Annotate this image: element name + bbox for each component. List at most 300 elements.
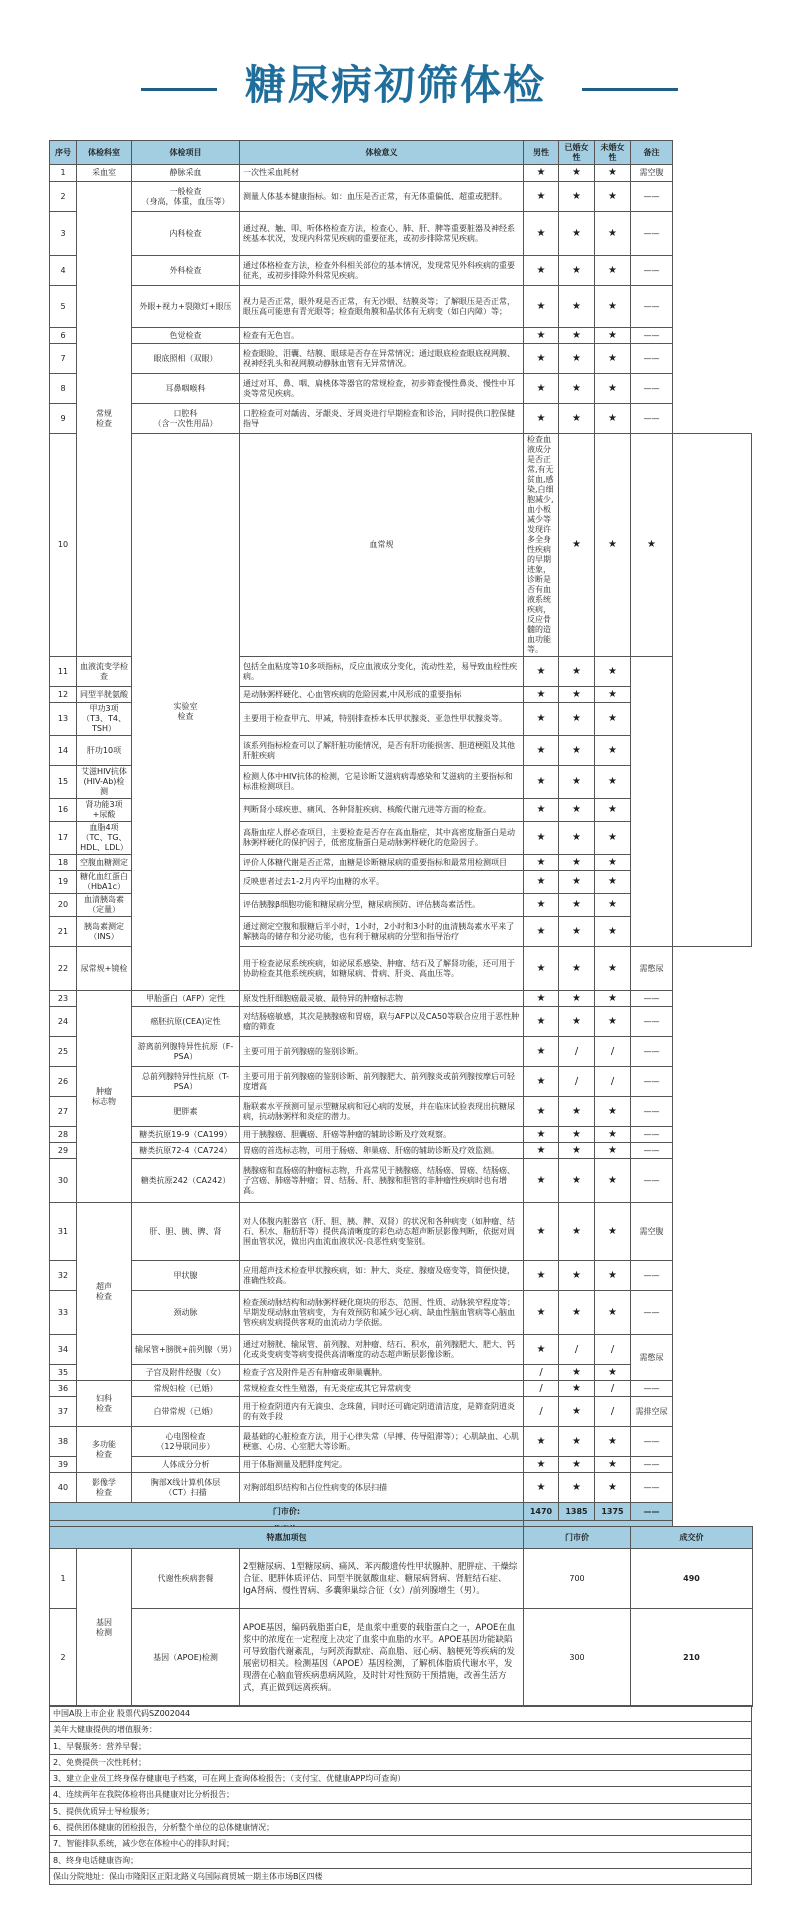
item-meaning: 用于检查泌尿系统疾病，如泌尿系感染、肿瘤、结石及了解肾功能，还可用于协助检查其他系统疾病，如糖尿病、骨病、肝炎、高血压等。: [240, 947, 524, 991]
item-meaning: 检查眼睑、泪囊、结膜、眼球是否存在异常情况；通过眼底检查眼底视网膜、视神经乳头和视网膜动静脉血管有无异常情况。: [240, 344, 524, 374]
item-name: 口腔科 （含一次性用品）: [132, 404, 240, 434]
note-cell: ——: [631, 1007, 673, 1037]
table-row: [50, 344, 752, 374]
single-female-mark: /: [595, 1381, 631, 1397]
list-price-male: 1470: [524, 1503, 559, 1521]
table-row: [50, 1097, 752, 1127]
item-meaning: 常规检查女性生殖器，有无炎症或其它异常病变: [240, 1381, 524, 1397]
item-meaning: 该系列指标检查可以了解肝脏功能情况，是否有肝功能损害、胆道梗阻及其他肝脏疾病: [240, 736, 524, 766]
item-meaning: 对结肠癌敏感，其次是胰腺癌和胃癌，联与AFP以及CA50等联合应用于恶性肿瘤的筛查: [240, 1007, 524, 1037]
department-cell: 常规 检查: [77, 182, 132, 657]
row-no: 32: [50, 1261, 77, 1291]
male-mark: ★: [524, 799, 559, 822]
single-female-mark: ★: [595, 991, 631, 1007]
male-mark: ★: [524, 1457, 559, 1473]
row-no: 14: [50, 736, 77, 766]
title-bar: [0, 0, 800, 118]
male-mark: ★: [524, 1261, 559, 1291]
col-header-item: 体检项目: [132, 141, 240, 165]
row-no: 24: [50, 1007, 77, 1037]
table-row: [50, 1381, 752, 1397]
married-female-mark: ★: [559, 1397, 595, 1427]
item-name: 糖化血红蛋白（HbA1c）: [77, 871, 132, 894]
item-name: 艾滋HIV抗体(HIV-Ab)检测: [77, 766, 132, 799]
married-female-mark: ★: [559, 736, 595, 766]
list-price-single: 1375: [595, 1503, 631, 1521]
table-row: [50, 165, 752, 182]
service-footer: [49, 1705, 752, 1885]
row-no: 5: [50, 286, 77, 328]
single-female-mark: ★: [595, 1143, 631, 1159]
item-name: 内科检查: [132, 212, 240, 256]
male-mark: ★: [524, 1473, 559, 1503]
footer-line: 5、提供优质异士导检服务；: [50, 1803, 751, 1819]
item-name: 肾功能3项+尿酸: [77, 799, 132, 822]
list-price-row: [50, 1503, 752, 1521]
note-cell: ——: [631, 1097, 673, 1127]
footer-line: 7、智能排队系统，减少您在体检中心的排队时间；: [50, 1835, 751, 1851]
item-meaning: 用于体脂测量及肥胖度判定。: [240, 1457, 524, 1473]
item-name: 糖类抗原72-4（CA724）: [132, 1143, 240, 1159]
footer-line: 美年大健康提供的增值服务：: [50, 1721, 751, 1737]
item-meaning: 最基础的心脏检查方法，用于心律失常（早搏、传导阻滞等）；心肌缺血、心肌梗塞、心房、心室肥大等诊断。: [240, 1427, 524, 1457]
note-cell: ——: [631, 1127, 673, 1143]
single-female-mark: ★: [595, 1127, 631, 1143]
single-female-mark: ★: [595, 1007, 631, 1037]
table-row: [50, 1203, 752, 1261]
item-meaning: 测量人体基本健康指标。如：血压是否正常，有无体重偏低、超重或肥胖。: [240, 182, 524, 212]
note-cell: ——: [631, 328, 673, 344]
table-row: [50, 1261, 752, 1291]
item-meaning: 检测人体中HIV抗体的检测，它是诊断艾滋病病毒感染和艾滋病的主要指标和标准检测项目。: [240, 766, 524, 799]
row-no: 33: [50, 1291, 77, 1335]
married-female-mark: ★: [559, 1097, 595, 1127]
item-meaning: 用于胰腺癌、胆囊癌、肝癌等肿瘤的辅助诊断及疗效观察。: [240, 1127, 524, 1143]
male-mark: ★: [524, 917, 559, 947]
note-cell: ——: [631, 991, 673, 1007]
male-mark: ★: [524, 1097, 559, 1127]
married-female-mark: /: [559, 1037, 595, 1067]
item-meaning: 检查颈动脉结构和动脉粥样硬化斑块的形态、范围、性质、动脉狭窄程度等；早期发现动脉血管病变，为有效预防和减少冠心病、缺血性脑血管病等心脑血管疾病发病提供客观的血流动力学依据。: [240, 1291, 524, 1335]
item-name: 人体成分分析: [132, 1457, 240, 1473]
married-female-mark: ★: [559, 1007, 595, 1037]
single-female-mark: ★: [595, 1473, 631, 1503]
single-female-mark: ★: [595, 736, 631, 766]
addon-header-deal-price: 成交价: [631, 1527, 753, 1549]
male-mark: ★: [524, 182, 559, 212]
row-no: 10: [50, 434, 77, 657]
male-mark: ★: [524, 344, 559, 374]
row-no: 6: [50, 328, 77, 344]
row-no: 23: [50, 991, 77, 1007]
item-name: 肥胖素: [132, 1097, 240, 1127]
note-cell: ——: [631, 256, 673, 286]
single-female-mark: ★: [595, 1291, 631, 1335]
row-no: 21: [50, 917, 77, 947]
addon-no: 2: [50, 1609, 77, 1707]
note-cell: ——: [631, 182, 673, 212]
married-female-mark: ★: [559, 374, 595, 404]
note-cell: ——: [631, 1381, 673, 1397]
item-name: 常规妇检（已婚）: [132, 1381, 240, 1397]
col-header-no: 序号: [50, 141, 77, 165]
married-female-mark: /: [559, 1067, 595, 1097]
department-cell: 多功能 检查: [77, 1427, 132, 1473]
item-meaning: 评价人体糖代谢是否正常，血糖是诊断糖尿病的重要指标和最常用检测项目: [240, 855, 524, 871]
row-no: 12: [50, 687, 77, 703]
list-price-married: 1385: [559, 1503, 595, 1521]
addon-item: 基因（APOE)检测: [132, 1609, 240, 1707]
table-row: [50, 1037, 752, 1067]
single-female-mark: ★: [595, 799, 631, 822]
item-meaning: 评估胰腺β细胞功能和糖尿病分型，糖尿病预防、评估胰岛素活性。: [240, 894, 524, 917]
male-mark: ★: [524, 736, 559, 766]
item-name: 静脉采血: [132, 165, 240, 182]
row-no: 25: [50, 1037, 77, 1067]
male-mark: ★: [524, 871, 559, 894]
item-meaning: 高脂血症人群必查项目，主要检查是否存在高血脂症，其中高密度脂蛋白是动脉粥样硬化的保护因子，低密度脂蛋白是动脉粥样硬化的危险因子。: [240, 822, 524, 855]
note-cell: ——: [631, 1143, 673, 1159]
male-mark: ★: [524, 1159, 559, 1203]
row-no: 19: [50, 871, 77, 894]
married-female-mark: ★: [559, 799, 595, 822]
item-meaning: 主要可用于前列腺癌的鉴别诊断。: [240, 1037, 524, 1067]
single-female-mark: ★: [595, 855, 631, 871]
row-no: 8: [50, 374, 77, 404]
item-meaning: 主要用于检查甲亢、甲减，特别排查桥本氏甲状腺炎、亚急性甲状腺炎等。: [240, 703, 524, 736]
item-name: 外眼+视力+裂隙灯+眼压: [132, 286, 240, 328]
single-female-mark: ★: [595, 1457, 631, 1473]
single-female-mark: ★: [595, 1097, 631, 1127]
item-meaning: 通过体格检查方法，检查外科相关部位的基本情况，发现常见外科疾病的重要征兆，或初步排除外科常见疾病。: [240, 256, 524, 286]
item-name: 色觉检查: [132, 328, 240, 344]
addon-department: 基因 检测: [77, 1549, 132, 1707]
married-female-mark: ★: [595, 434, 631, 657]
item-name: 一般检查 （身高，体重，血压等）: [132, 182, 240, 212]
note-cell: ——: [631, 1427, 673, 1457]
note-cell: 需憋尿: [631, 947, 673, 991]
male-mark: ★: [524, 1143, 559, 1159]
table-row: [50, 1473, 752, 1503]
note-cell: ——: [631, 1291, 673, 1335]
male-mark: ★: [524, 766, 559, 799]
male-mark: /: [524, 1397, 559, 1427]
note-cell: [673, 434, 752, 947]
note-cell: ——: [631, 1067, 673, 1097]
item-name: 同型半胱氨酸: [77, 687, 132, 703]
note-cell: 需空腹: [631, 1203, 673, 1261]
married-female-mark: ★: [559, 991, 595, 1007]
item-meaning: 应用超声技术检查甲状腺疾病，如：肿大、炎症、腺瘤及癌变等，简便快捷，准确性较高。: [240, 1261, 524, 1291]
footer-line: 中国A股上市企业 股票代码SZ002044: [50, 1705, 751, 1721]
item-name: 空腹血糖测定: [77, 855, 132, 871]
male-mark: ★: [524, 212, 559, 256]
item-name: 血清胰岛素（定量）: [77, 894, 132, 917]
male-mark: ★: [524, 1007, 559, 1037]
item-meaning: 胰腺癌和直肠癌的肿瘤标志物，升高常见于胰腺癌、结肠癌、胃癌、结肠癌、子宫癌、肺癌等肿瘤；胃、结肠、肝、胰腺和胆管的非肿瘤性疾病时也有增高。: [240, 1159, 524, 1203]
note-cell: ——: [631, 212, 673, 256]
item-name: 血脂4项 （TC、TG、HDL、LDL）: [77, 822, 132, 855]
single-female-mark: ★: [631, 434, 673, 657]
row-no: 37: [50, 1397, 77, 1427]
note-cell: ——: [631, 1473, 673, 1503]
table-row: [50, 434, 752, 657]
married-female-mark: ★: [559, 344, 595, 374]
col-header-note: 备注: [631, 141, 673, 165]
addon-row: [50, 1609, 753, 1707]
male-mark: ★: [524, 328, 559, 344]
addon-header-package: 特惠加项包: [50, 1527, 524, 1549]
male-mark: ★: [524, 286, 559, 328]
male-mark: ★: [524, 855, 559, 871]
footer-line: 6、提供团体健康的团检报告，分析整个单位的总体健康情况；: [50, 1819, 751, 1835]
addon-meaning: 2型糖尿病、1型糖尿病、痛风、苯丙酸遗传性甲状腺肿、肥胖症、干燥综合征、肥胖体质评估、同型半胱氨酸血症、糖尿病肾病、肾脏结石症、IgA肾病、慢性胃病、多囊卵巢综合征（女）/前列腺增生（男）。: [240, 1549, 524, 1609]
item-name: 癌胚抗原(CEA)定性: [132, 1007, 240, 1037]
male-mark: ★: [524, 1203, 559, 1261]
item-name: 尿常规+镜检: [77, 947, 132, 991]
married-female-mark: ★: [559, 1291, 595, 1335]
table-row: [50, 286, 752, 328]
row-no: 31: [50, 1203, 77, 1261]
footer-line: 1、早餐服务：营养早餐；: [50, 1738, 751, 1754]
note-cell: ——: [631, 1457, 673, 1473]
male-mark: ★: [524, 1127, 559, 1143]
male-mark: ★: [524, 404, 559, 434]
row-no: 16: [50, 799, 77, 822]
single-female-mark: ★: [595, 947, 631, 991]
single-female-mark: ★: [595, 822, 631, 855]
male-mark: ★: [524, 374, 559, 404]
married-female-mark: ★: [559, 917, 595, 947]
department-cell: 实验室 检查: [132, 434, 240, 991]
department-cell: 采血室: [77, 165, 132, 182]
item-name: 游离前列腺特异性抗原（F-PSA）: [132, 1037, 240, 1067]
department-cell: 妇科 检查: [77, 1381, 132, 1427]
male-mark: /: [524, 1381, 559, 1397]
col-header-male: 男性: [524, 141, 559, 165]
single-female-mark: ★: [595, 256, 631, 286]
note-cell: ——: [631, 286, 673, 328]
item-meaning: 通过对耳、鼻、咽、扁桃体等器官的常规检查，初步筛查慢性鼻炎、慢性中耳炎等常见疾病。: [240, 374, 524, 404]
item-meaning: 通过视、触、叩、听体格检查方法，检查心、肺、肝、脾等重要脏器及神经系统基本状况，发现内科常见疾病的重要征兆，或初步排除常见疾病。: [240, 212, 524, 256]
married-female-mark: ★: [559, 212, 595, 256]
married-female-mark: ★: [559, 894, 595, 917]
married-female-mark: ★: [559, 286, 595, 328]
item-meaning: 对人体腹内脏器官（肝、胆、胰、脾、双肾）的状况和各种病变（如肿瘤、结石、积水、脂肪肝等）提供高清晰度的彩色动态超声断层影像判断，依据对周围血管状况，做出内血流血液状况-良恶性病变鉴别。: [240, 1203, 524, 1261]
item-name: 糖类抗原242（CA242）: [132, 1159, 240, 1203]
row-no: 18: [50, 855, 77, 871]
married-female-mark: ★: [559, 1473, 595, 1503]
male-mark: ★: [524, 657, 559, 687]
male-mark: ★: [524, 1291, 559, 1335]
married-female-mark: ★: [559, 1143, 595, 1159]
table-row: [50, 991, 752, 1007]
title-right-line: [582, 88, 678, 91]
item-meaning: 口腔检查可对龋齿、牙龈炎、牙周炎进行早期检查和诊治，同时提供口腔保健指导: [240, 404, 524, 434]
single-female-mark: ★: [595, 328, 631, 344]
department-cell: 超声 检查: [77, 1203, 132, 1381]
male-mark: ★: [524, 703, 559, 736]
col-header-meaning: 体检意义: [240, 141, 524, 165]
item-meaning: 判断肾小球疾患、痛风、各种肾脏疾病、核酸代谢亢进等方面的检查。: [240, 799, 524, 822]
col-header-married: 已婚女性: [559, 141, 595, 165]
table-row: [50, 1427, 752, 1457]
table-row: [50, 1335, 752, 1365]
list-price-note: ——: [631, 1503, 673, 1521]
item-meaning: 视力是否正常，眼外观是否正常，有无沙眼、结膜炎等；了解眼压是否正常，眼压高可能患有青光眼等；检查眼角膜和晶状体有无病变（如白内障）等；: [240, 286, 524, 328]
male-mark: ★: [524, 687, 559, 703]
item-name: 总前列腺特异性抗原（T-PSA）: [132, 1067, 240, 1097]
footer-line: 2、免费提供一次性耗材；: [50, 1754, 751, 1770]
item-meaning: 对胸部组织结构和占位性病变的体层扫描: [240, 1473, 524, 1503]
single-female-mark: /: [595, 1335, 631, 1365]
item-name: 子宫及附件经腹（女）: [132, 1365, 240, 1381]
married-female-mark: ★: [559, 1365, 595, 1381]
item-name: 胸部X线计算机体层 （CT）扫描: [132, 1473, 240, 1503]
list-price-label: 门市价:: [50, 1503, 524, 1521]
row-no: 15: [50, 766, 77, 799]
row-no: 11: [50, 657, 77, 687]
note-cell: ——: [631, 344, 673, 374]
addon-meaning: APOE基因，编码载脂蛋白E，是血浆中重要的载脂蛋白之一，APOE在血浆中的浓度在一定程度上决定了血浆中血脂的水平。APOE基因功能缺陷可导致脂代谢紊乱，与阿茨海默症、高血脂、冠心病、脑梗死等疾病的发展密切相关。检测基因（APOE）基因检测，了解机体脂质代谢水平，发现潜在心脑血管疾病患病风险，及时针对性预防干预措施，改善生活方式，真正做到远离疾病。: [240, 1609, 524, 1707]
married-female-mark: ★: [559, 404, 595, 434]
item-meaning: 包括全血粘度等10多项指标，反应血液成分变化，流动性差，易导致血栓性疾病。: [240, 657, 524, 687]
married-female-mark: ★: [559, 1261, 595, 1291]
single-female-mark: ★: [595, 766, 631, 799]
married-female-mark: ★: [559, 822, 595, 855]
table-row: [50, 1457, 752, 1473]
addon-header-row: [50, 1527, 753, 1549]
single-female-mark: ★: [595, 286, 631, 328]
male-mark: ★: [524, 1067, 559, 1097]
row-no: 3: [50, 212, 77, 256]
addon-deal-price: 210: [631, 1609, 753, 1707]
item-name: 心电图检查 （12导联同步）: [132, 1427, 240, 1457]
item-meaning: 脂联素水平预测可显示型糖尿病和冠心病的发展，并在临床试验表现出抗糖尿病，抗动脉粥样和炎症的潜力。: [240, 1097, 524, 1127]
table-row: [50, 1127, 752, 1143]
single-female-mark: ★: [595, 703, 631, 736]
married-female-mark: ★: [559, 855, 595, 871]
table-row: [50, 1143, 752, 1159]
single-female-mark: ★: [595, 1365, 631, 1381]
table-row: [50, 1159, 752, 1203]
footer-line: 保山分院地址：保山市隆阳区正阳北路义乌国际商贸城一期主体市场B区四楼: [50, 1868, 751, 1884]
row-no: 17: [50, 822, 77, 855]
male-mark: ★: [524, 256, 559, 286]
note-cell: ——: [631, 1037, 673, 1067]
title-left-line: [141, 88, 217, 91]
married-female-mark: ★: [559, 947, 595, 991]
row-no: 13: [50, 703, 77, 736]
row-no: 20: [50, 894, 77, 917]
item-name: 外科检查: [132, 256, 240, 286]
item-name: 肝功10项: [77, 736, 132, 766]
married-female-mark: ★: [559, 165, 595, 182]
item-name: 输尿管+膀胱+前列腺（男）: [132, 1335, 240, 1365]
item-meaning: 是动脉粥样硬化、心血管疾病的危险因素,中风形成的重要指标: [240, 687, 524, 703]
married-female-mark: ★: [559, 657, 595, 687]
row-no: 28: [50, 1127, 77, 1143]
row-no: 30: [50, 1159, 77, 1203]
item-meaning: 原发性肝细胞癌最灵敏、最特异的肿瘤标志物: [240, 991, 524, 1007]
married-female-mark: ★: [559, 328, 595, 344]
gene-addon-table: [49, 1526, 753, 1707]
note-cell: ——: [631, 374, 673, 404]
note-cell: 需排空尿: [631, 1397, 673, 1427]
item-name: 血常规: [240, 434, 524, 657]
married-female-mark: ★: [559, 687, 595, 703]
married-female-mark: ★: [559, 182, 595, 212]
note-cell: ——: [631, 1261, 673, 1291]
item-name: 颈动脉: [132, 1291, 240, 1335]
male-mark: ★: [524, 991, 559, 1007]
footer-line: 3、建立企业员工终身保存健康电子档案，可在网上查询体检报告；（支付宝、优健康APP均可查询）: [50, 1770, 751, 1786]
table-row: [50, 1397, 752, 1427]
single-female-mark: /: [595, 1067, 631, 1097]
row-no: 2: [50, 182, 77, 212]
male-mark: ★: [524, 1427, 559, 1457]
single-female-mark: /: [595, 1397, 631, 1427]
male-mark: /: [524, 1365, 559, 1381]
row-no: 38: [50, 1427, 77, 1457]
single-female-mark: ★: [595, 212, 631, 256]
single-female-mark: ★: [595, 344, 631, 374]
item-meaning: 通过对膀胱、输尿管、前列腺、对肿瘤、结石、积水，前列腺肥大、肥大、钙化或炎变病变等病变提供高清晰度的动态超声断层影像诊断。: [240, 1335, 524, 1365]
addon-list-price: 700: [524, 1549, 631, 1609]
addon-deal-price: 490: [631, 1549, 753, 1609]
row-no: 1: [50, 165, 77, 182]
note-cell: 需憋尿: [631, 1335, 673, 1381]
table-row: [50, 182, 752, 212]
row-no: 7: [50, 344, 77, 374]
row-no: 36: [50, 1381, 77, 1397]
checkup-table: [49, 140, 752, 1539]
table-row: [50, 212, 752, 256]
row-no: 4: [50, 256, 77, 286]
married-female-mark: ★: [559, 703, 595, 736]
single-female-mark: ★: [595, 871, 631, 894]
married-female-mark: ★: [559, 256, 595, 286]
single-female-mark: ★: [595, 404, 631, 434]
item-meaning: 反映患者过去1-2月内平均血糖的水平。: [240, 871, 524, 894]
item-name: 血液流变学检查: [77, 657, 132, 687]
item-meaning: 一次性采血耗材: [240, 165, 524, 182]
addon-list-price: 300: [524, 1609, 631, 1707]
married-female-mark: ★: [559, 871, 595, 894]
married-female-mark: ★: [559, 1457, 595, 1473]
single-female-mark: ★: [595, 374, 631, 404]
addon-no: 1: [50, 1549, 77, 1609]
item-name: 糖类抗原19-9（CA199）: [132, 1127, 240, 1143]
item-name: 甲状腺: [132, 1261, 240, 1291]
married-female-mark: ★: [559, 1203, 595, 1261]
row-no: 40: [50, 1473, 77, 1503]
row-no: 39: [50, 1457, 77, 1473]
single-female-mark: ★: [595, 182, 631, 212]
row-no: 34: [50, 1335, 77, 1365]
addon-row: [50, 1549, 753, 1609]
row-no: 9: [50, 404, 77, 434]
col-header-single: 未婚女性: [595, 141, 631, 165]
table-row: [50, 374, 752, 404]
row-no: 26: [50, 1067, 77, 1097]
single-female-mark: ★: [595, 917, 631, 947]
footer-line: 8、终身电话健康咨询；: [50, 1852, 751, 1868]
single-female-mark: ★: [595, 165, 631, 182]
male-mark: ★: [559, 434, 595, 657]
married-female-mark: ★: [559, 1127, 595, 1143]
item-meaning: 检查血液成分是否正常,有无贫血,感染,白细胞减少,血小板减少等发现许多全身性疾病的早期迹象，诊断是否有血液系统疾病，反应骨髓的造血功能等。: [524, 434, 559, 657]
